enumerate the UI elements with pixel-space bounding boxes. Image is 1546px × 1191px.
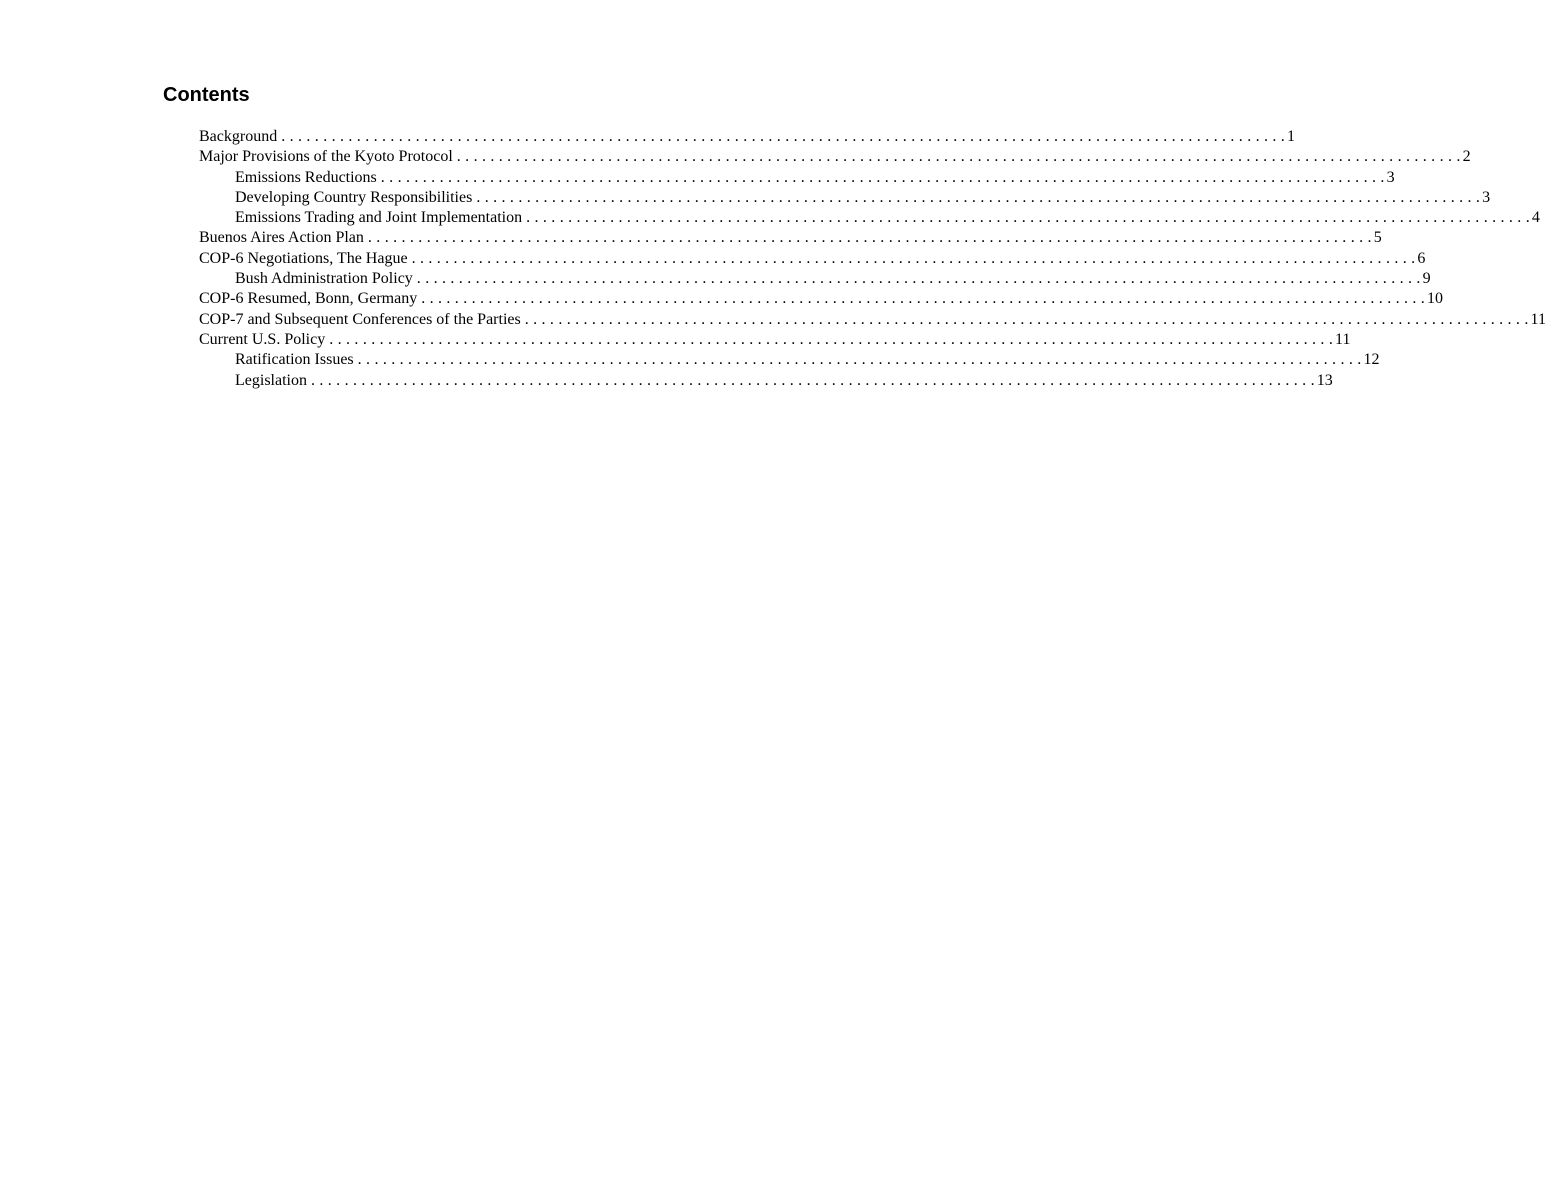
toc-entry-title: Background	[199, 128, 278, 145]
toc-entry-page-number: 11	[1530, 310, 1546, 328]
toc-entry-page-number: 10	[1427, 290, 1444, 308]
toc-entry-page-number: 2	[1462, 148, 1471, 166]
toc-entry[interactable]	[199, 208, 1540, 228]
toc-entry-title: Buenos Aires Action Plan	[199, 229, 364, 247]
toc-entry-title: Bush Administration Policy	[235, 270, 413, 288]
toc-entry-page-number: 3	[1482, 188, 1491, 206]
toc-entry-title: COP-6 Resumed, Bonn, Germany	[199, 290, 418, 308]
dot-leader: . . . . . . . . . . . . . . . . . . . . . . . . . . . . . . . . . . . . . . . . . . . . . . . . . . . . . . . . . . . . . . . . . . . . . . . . . . . . . . . . . . . . . . . . . . . . . . . . . . . . . . . . . . . . . . . . . . . . . . . .	[310, 371, 1315, 389]
toc-entry[interactable]	[199, 168, 1395, 188]
dot-leader: . . . . . . . . . . . . . . . . . . . . . . . . . . . . . . . . . . . . . . . . . . . . . . . . . . . . . . . . . . . . . . . . . . . . . . . . . . . . . . . . . . . . . . . . . . . . . . . . . . . . . . . . . . . . . . . . . . . . . . . .	[367, 229, 1372, 247]
toc-entry-page-number: 13	[1316, 371, 1333, 389]
toc-entry-page-number: 6	[1417, 249, 1426, 267]
dot-leader: . . . . . . . . . . . . . . . . . . . . . . . . . . . . . . . . . . . . . . . . . . . . . . . . . . . . . . . . . . . . . . . . . . . . . . . . . . . . . . . . . . . . . . . . . . . . . . . . . . . . . . . . . . . . . . . . . . . . . . . .	[380, 168, 1385, 186]
toc-entry[interactable]	[199, 371, 1333, 391]
table-of-contents	[199, 127, 1546, 391]
dot-leader: . . . . . . . . . . . . . . . . . . . . . . . . . . . . . . . . . . . . . . . . . . . . . . . . . . . . . . . . . . . . . . . . . . . . . . . . . . . . . . . . . . . . . . . . . . . . . . . . . . . . . . . . . . . . . . . . . . . . . . . .	[416, 270, 1421, 288]
toc-entry-page-number: 9	[1422, 270, 1431, 288]
toc-entry[interactable]	[199, 228, 1382, 248]
dot-leader: . . . . . . . . . . . . . . . . . . . . . . . . . . . . . . . . . . . . . . . . . . . . . . . . . . . . . . . . . . . . . . . . . . . . . . . . . . . . . . . . . . . . . . . . . . . . . . . . . . . . . . . . . . . . . . . . . . . . . . . .	[526, 209, 1530, 227]
dot-leader: . . . . . . . . . . . . . . . . . . . . . . . . . . . . . . . . . . . . . . . . . . . . . . . . . . . . . . . . . . . . . . . . . . . . . . . . . . . . . . . . . . . . . . . . . . . . . . . . . . . . . . . . . . . . . . . . . . . . . . . .	[421, 290, 1426, 308]
dot-leader: . . . . . . . . . . . . . . . . . . . . . . . . . . . . . . . . . . . . . . . . . . . . . . . . . . . . . . . . . . . . . . . . . . . . . . . . . . . . . . . . . . . . . . . . . . . . . . . . . . . . . . . . . . . . . . . . . . . . . . . .	[524, 310, 1529, 328]
toc-entry-title: COP-7 and Subsequent Conferences of the Parties	[199, 310, 521, 328]
dot-leader: . . . . . . . . . . . . . . . . . . . . . . . . . . . . . . . . . . . . . . . . . . . . . . . . . . . . . . . . . . . . . . . . . . . . . . . . . . . . . . . . . . . . . . . . . . . . . . . . . . . . . . . . . . . . . . . . . . . . . . . .	[476, 188, 1481, 206]
toc-entry-title: Developing Country Responsibilities	[235, 188, 473, 206]
toc-entry-page-number: 5	[1373, 229, 1382, 247]
toc-entry[interactable]	[199, 188, 1491, 208]
dot-leader: . . . . . . . . . . . . . . . . . . . . . . . . . . . . . . . . . . . . . . . . . . . . . . . . . . . . . . . . . . . . . . . . . . . . . . . . . . . . . . . . . . . . . . . . . . . . . . . . . . . . . . . . . . . . . . . . . . . . . . . .	[456, 148, 1461, 166]
toc-entry-page-number: 12	[1363, 351, 1380, 369]
toc-entry-title: Emissions Reductions	[235, 168, 377, 186]
toc-entry-page-number: 4	[1531, 209, 1540, 227]
toc-entry[interactable]	[199, 310, 1546, 330]
toc-entry-title: Current U.S. Policy	[199, 330, 326, 348]
toc-entry[interactable]	[199, 269, 1431, 289]
toc-entry-title: Legislation	[235, 371, 307, 389]
toc-entry[interactable]	[199, 127, 1296, 147]
toc-entry-title: COP-6 Negotiations, The Hague	[199, 249, 408, 267]
contents-heading: Contents	[163, 84, 250, 106]
toc-entry[interactable]	[199, 249, 1426, 269]
toc-entry-page-number: 1	[1287, 128, 1296, 145]
toc-entry[interactable]	[199, 330, 1351, 350]
toc-entry-page-number: 11	[1335, 330, 1351, 348]
toc-entry-title: Major Provisions of the Kyoto Protocol	[199, 148, 453, 166]
dot-leader: . . . . . . . . . . . . . . . . . . . . . . . . . . . . . . . . . . . . . . . . . . . . . . . . . . . . . . . . . . . . . . . . . . . . . . . . . . . . . . . . . . . . . . . . . . . . . . . . . . . . . . . . . . . . . . . . . . . . . . . .	[411, 249, 1416, 267]
toc-entry-title: Emissions Trading and Joint Implementation	[235, 209, 523, 227]
toc-entry[interactable]	[199, 289, 1444, 309]
toc-entry[interactable]	[199, 147, 1471, 167]
toc-entry-title: Ratification Issues	[235, 351, 354, 369]
dot-leader: . . . . . . . . . . . . . . . . . . . . . . . . . . . . . . . . . . . . . . . . . . . . . . . . . . . . . . . . . . . . . . . . . . . . . . . . . . . . . . . . . . . . . . . . . . . . . . . . . . . . . . . . . . . . . . . . . . . . . . . .	[357, 351, 1362, 369]
dot-leader: . . . . . . . . . . . . . . . . . . . . . . . . . . . . . . . . . . . . . . . . . . . . . . . . . . . . . . . . . . . . . . . . . . . . . . . . . . . . . . . . . . . . . . . . . . . . . . . . . . . . . . . . . . . . . . . . . . . . . . . .	[281, 128, 1286, 145]
dot-leader: . . . . . . . . . . . . . . . . . . . . . . . . . . . . . . . . . . . . . . . . . . . . . . . . . . . . . . . . . . . . . . . . . . . . . . . . . . . . . . . . . . . . . . . . . . . . . . . . . . . . . . . . . . . . . . . . . . . . . . . .	[329, 330, 1334, 348]
toc-entry[interactable]	[199, 350, 1380, 370]
toc-entry-page-number: 3	[1386, 168, 1395, 186]
